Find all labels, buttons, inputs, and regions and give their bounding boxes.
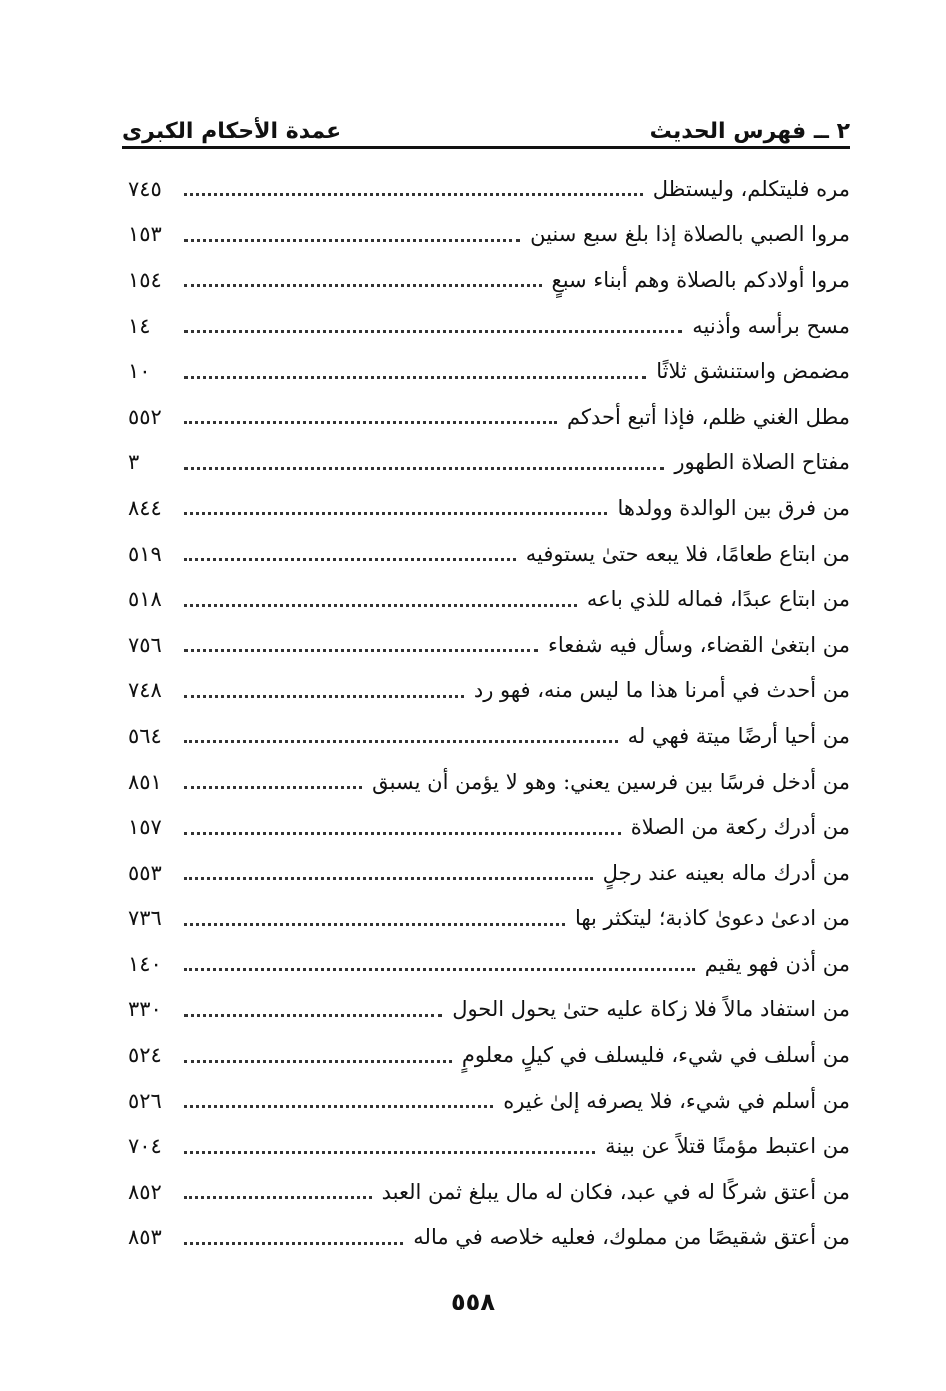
index-entry [128,850,850,896]
entry-page-number: ١٤٠ [128,951,162,976]
index-entry [128,759,850,805]
hadith-text: من ابتاع عبدًا، فماله للذي باعه [586,587,850,612]
hadith-text: من أذن فهو يقيم [704,951,850,976]
dot-leader [184,649,538,652]
entry-page-number: ٨٥١ [128,769,162,794]
dot-leader [184,695,464,698]
dot-leader [184,1242,403,1245]
index-entry [128,485,850,531]
index-entry [128,1123,850,1169]
index-entry [128,348,850,394]
entry-page-number: ٧٤٨ [128,678,162,703]
dot-leader [184,1196,372,1199]
dot-leader [184,740,618,743]
hadith-text: من ادعىٰ دعوىٰ كاذبة؛ ليتكثر بها [574,906,850,931]
hadith-text: مفتاح الصلاة الطهور [674,450,850,475]
entry-page-number: ٥١٨ [128,587,162,612]
dot-leader [184,512,607,515]
index-entry [128,1078,850,1124]
hadith-text: مروا الصبي بالصلاة إذا بلغ سبع سنين [530,222,850,247]
hadith-text: من أدرك ماله بعينه عند رجلٍ [602,860,850,885]
hadith-text: من اعتبط مؤمنًا قتلاً عن بينة [605,1134,850,1159]
hadith-text: من ابتغىٰ القضاء، وسأل فيه شفعاء [547,632,850,657]
header-rule [122,146,850,149]
entry-page-number: ٥٢٤ [128,1043,162,1068]
hadith-text: مسح برأسه وأذنيه [692,313,850,338]
index-entry [128,440,850,486]
dot-leader [184,1060,452,1063]
hadith-text: من أدرك ركعة من الصلاة [630,815,850,840]
dot-leader [184,330,682,333]
hadith-text: من أعتق شركًا له في عبد، فكان له مال يبلغ ثمن العبد [381,1179,850,1204]
entry-page-number: ٧٥٦ [128,632,162,657]
dot-leader [184,923,565,926]
hadith-text: من أحيا أرضًا ميتة فهي له [627,723,850,748]
hadith-text: من أعتق شقيصًا من مملوك، فعليه خلاصه في ماله [413,1225,850,1250]
entry-page-number: ٧٠٤ [128,1134,162,1159]
index-entry [128,622,850,668]
index-entry [128,896,850,942]
entry-page-number: ١٥٣ [128,222,162,247]
dot-leader [184,376,646,379]
index-entry [128,576,850,622]
hadith-text: مروا أولادكم بالصلاة وهم أبناء سبعٍ [551,267,850,292]
entry-page-number: ٧٤٥ [128,176,162,201]
dot-leader [184,193,643,196]
entry-page-number: ٨٤٤ [128,495,162,520]
index-entry [128,668,850,714]
hadith-text: من استفاد مالاً فلا زكاة عليه حتىٰ يحول الحول [452,997,850,1022]
dot-leader [184,284,542,287]
dot-leader [184,1105,493,1108]
entry-page-number: ٥٦٤ [128,723,162,748]
hadith-text: من أسلف في شيء، فليسلف في كيلٍ معلومٍ [461,1043,850,1068]
index-entry [128,804,850,850]
dot-leader [184,832,621,835]
entry-page-number: ٥٢٦ [128,1088,162,1113]
entry-page-number: ٨٥٢ [128,1179,162,1204]
index-entry [128,394,850,440]
dot-leader [184,421,557,424]
hadith-text: مطل الغني ظلم، فإذا أتبع أحدكم [566,404,850,429]
hadith-text: من فرق بين الوالدة وولدها [617,495,850,520]
index-entry [128,166,850,212]
entry-page-number: ٧٣٦ [128,906,162,931]
running-header [122,100,850,144]
entry-page-number: ٥٥٣ [128,860,162,885]
index-entry [128,987,850,1033]
dot-leader [184,877,593,880]
dot-leader [184,1014,442,1017]
book-title: عمدة الأحكام الكبرى [122,119,342,144]
entry-page-number: ١٥٧ [128,815,162,840]
entry-page-number: ٥١٩ [128,541,162,566]
index-entry [128,531,850,577]
hadith-text: مره فليتكلم، وليستظل [652,176,850,201]
hadith-index-list [128,166,850,1260]
hadith-text: مضمض واستنشق ثلاثًا [656,359,850,384]
hadith-text: من أدخل فرسًا بين فرسين يعني: وهو لا يؤمن أن يسبق [372,769,850,794]
page-number: ٥٥٨ [451,1288,495,1316]
entry-page-number: ٥٥٢ [128,404,162,429]
entry-page-number: ١٤ [128,313,151,338]
entry-page-number: ٨٥٣ [128,1225,162,1250]
hadith-text: من ابتاع طعامًا، فلا يبعه حتىٰ يستوفيه [525,541,850,566]
dot-leader [184,558,516,561]
hadith-text: من أسلم في شيء، فلا يصرفه إلىٰ غيره [503,1088,850,1113]
section-title: ٢ ــ فهرس الحديث [649,119,850,144]
hadith-text: من أحدث في أمرنا هذا ما ليس منه، فهو رد [473,678,850,703]
dot-leader [184,604,577,607]
index-entry [128,303,850,349]
dot-leader [184,1151,595,1154]
entry-page-number: ١٠ [128,359,151,384]
index-entry [128,1032,850,1078]
dot-leader [184,467,664,470]
dot-leader [184,239,520,242]
dot-leader [184,786,362,789]
index-entry [128,1169,850,1215]
entry-page-number: ٣ [128,450,140,475]
dot-leader [184,968,695,971]
index-entry [128,713,850,759]
entry-page-number: ١٥٤ [128,267,162,292]
index-entry [128,212,850,258]
index-entry [128,1215,850,1261]
entry-page-number: ٣٣٠ [128,997,162,1022]
index-entry [128,257,850,303]
index-entry [128,941,850,987]
